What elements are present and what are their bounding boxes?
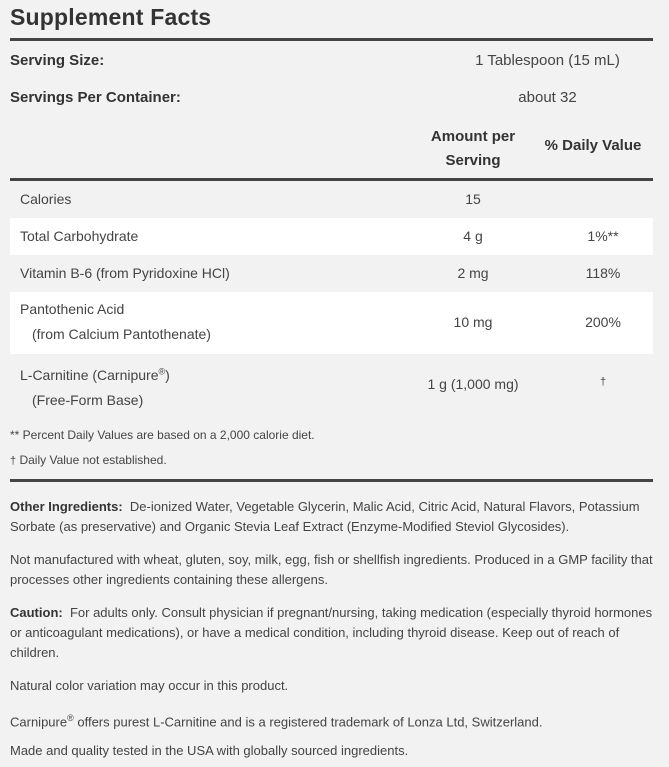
- nutrient-name: Calories: [20, 191, 72, 207]
- amount-per-serving-header: [403, 125, 543, 173]
- registered-mark: ®: [67, 713, 74, 723]
- amount-header-line2: Serving: [445, 152, 501, 169]
- daily-value-header: % Daily Value: [544, 137, 642, 154]
- supplement-facts-title: Supplement Facts: [10, 4, 212, 30]
- caution-label: Caution:: [10, 605, 63, 620]
- nutrient-source: (Free-Form Base): [32, 391, 144, 408]
- nutrient-name: Total Carbohydrate: [20, 228, 139, 244]
- nutrient-amount: 2 mg: [457, 265, 489, 281]
- nutrient-daily-value: †: [599, 376, 607, 388]
- top-divider: [10, 38, 653, 41]
- registered-mark: ®: [158, 366, 166, 376]
- nutrient-name: Vitamin B-6 (from Pyridoxine HCl): [20, 265, 230, 281]
- servings-per-container-row: [10, 89, 653, 109]
- nutrient-amount: 4 g: [463, 228, 483, 244]
- serving-size-value: 1 Tablespoon (15 mL): [475, 52, 620, 69]
- nutrient-name-block: [20, 297, 211, 347]
- other-ingredients-text: De-ionized Water, Vegetable Glycerin, Malic Acid, Citric Acid, Natural Flavors, Potassium Sorbate (as preservative) and Organic Stevia Leaf Extract (Enzyme-Modified Steviol Glycosides).: [10, 499, 640, 534]
- allergen-statement: Not manufactured with wheat, gluten, soy, milk, egg, fish or shellfish ingredients. Produced in a GMP facility that processes other ingredients containing these allergens.: [10, 552, 653, 587]
- caution-text: For adults only. Consult physician if pregnant/nursing, taking medication (especially thyroid hormones or anticoagulant medications), or have a medical condition, including thyroid disease. Keep out of reach of children.: [10, 605, 653, 660]
- trademark-note: Carnipure® offers purest L-Carnitine and is a registered trademark of Lonza Ltd, Switzerland.: [10, 713, 543, 730]
- caution-statement: [10, 603, 656, 663]
- nutrient-row-total-carbohydrate: [10, 218, 653, 255]
- serving-size-label: Serving Size:: [10, 52, 105, 69]
- nutrient-name: L-Carnitine (Carnipure®): [20, 366, 170, 383]
- nutrient-row-l-carnitine: [10, 354, 653, 416]
- amount-header-line1: Amount per: [430, 128, 516, 145]
- nutrient-amount: 1 g (1,000 mg): [427, 376, 519, 392]
- servings-per-container-value: about 32: [518, 89, 577, 106]
- nutrient-name: Pantothenic Acid: [20, 301, 125, 317]
- color-variation-note: Natural color variation may occur in this product.: [10, 678, 289, 693]
- dagger-mark: †: [10, 455, 17, 467]
- other-ingredients: [10, 497, 656, 537]
- nutrient-row-vitamin-b6: [10, 255, 653, 292]
- nutrient-daily-value: 200%: [585, 314, 621, 330]
- nutrient-daily-value: 118%: [585, 265, 621, 281]
- bottom-divider: [10, 479, 653, 482]
- servings-per-container-label: Servings Per Container:: [10, 89, 181, 106]
- nutrient-row-calories: [10, 181, 653, 218]
- nutrient-name-block: [20, 359, 170, 413]
- not-established-footnote: † Daily Value not established.: [10, 453, 167, 467]
- nutrient-amount: 15: [465, 191, 481, 207]
- nutrient-amount: 10 mg: [453, 314, 493, 330]
- dv-basis-footnote: ** Percent Daily Values are based on a 2,000 calorie diet.: [10, 428, 315, 442]
- other-ingredients-label: Other Ingredients:: [10, 499, 123, 514]
- nutrient-row-pantothenic-acid: [10, 292, 653, 354]
- nutrient-source: (from Calcium Pantothenate): [32, 326, 211, 342]
- nutrient-daily-value: 1%**: [587, 228, 619, 244]
- serving-size-row: [10, 52, 653, 72]
- origin-note: Made and quality tested in the USA with globally sourced ingredients.: [10, 743, 409, 758]
